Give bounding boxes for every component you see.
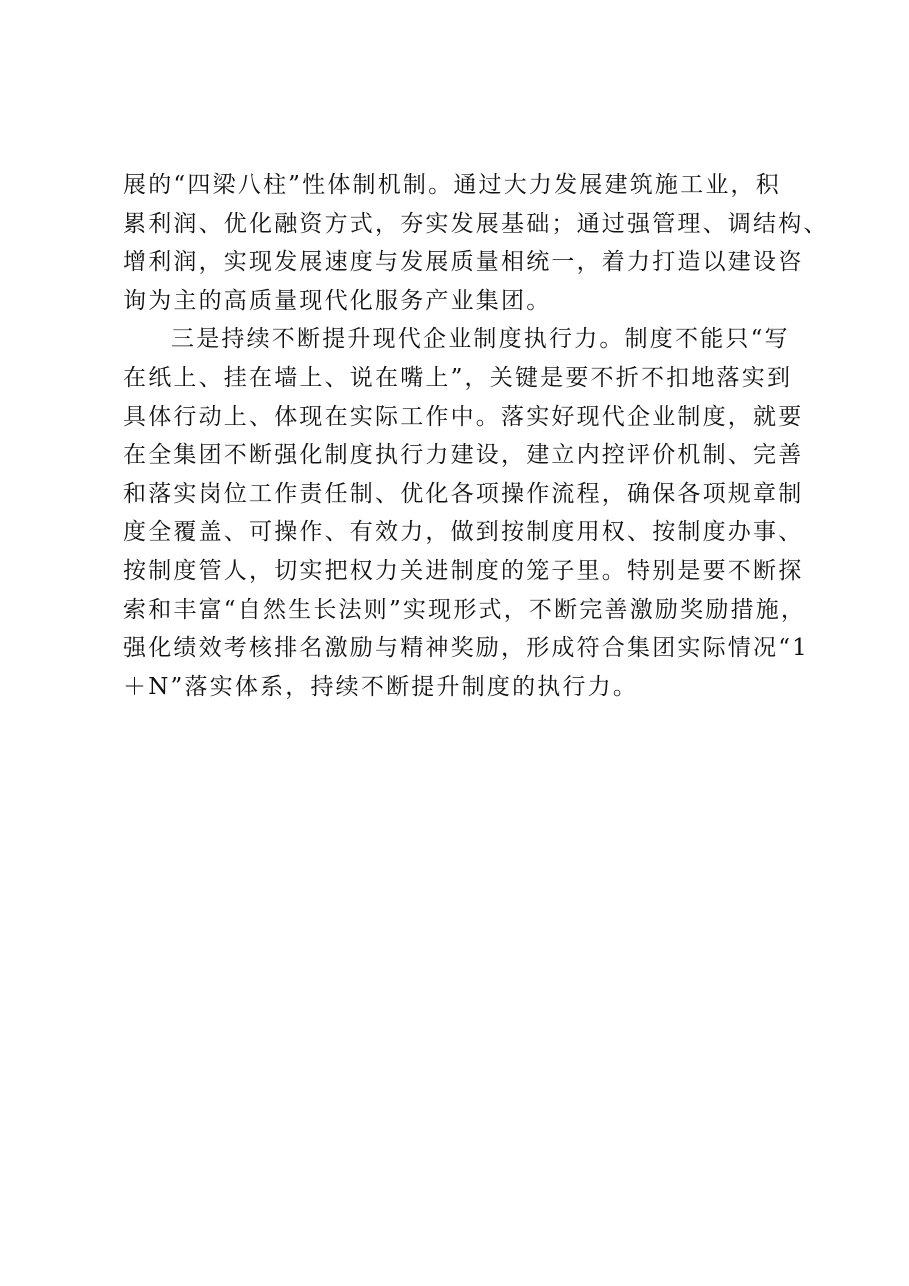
text-line: 展的“四梁八柱”性体制机制。通过大力发展建筑施工业，积: [123, 172, 781, 198]
text-line: ＋N”落实体系，持续不断提升制度的执行力。: [123, 673, 639, 700]
text-line: 在全集团不断强化制度执行力建设，建立内控评价机制、完善: [123, 442, 804, 469]
text-line: 按制度管人，切实把权力关进制度的笼子里。特别是要不断探: [123, 557, 804, 584]
text-line: 增利润，实现发展速度与发展质量相统一，着力打造以建设咨: [123, 249, 804, 276]
text-line: 在纸上、挂在墙上、说在嘴上”，关键是要不折不扣地落实到: [123, 364, 793, 391]
text-line: 具体行动上、体现在实际工作中。落实好现代企业制度，就要: [123, 403, 804, 430]
text-line: 累利润、优化融资方式，夯实发展基础；通过强管理、调结构、: [123, 210, 829, 237]
text-line: 度全覆盖、可操作、有效力，做到按制度用权、按制度办事、: [123, 519, 804, 546]
text-line-indented: 三是持续不断提升现代企业制度执行力。制度不能只“写: [171, 326, 790, 353]
paragraph-continuation: [123, 166, 829, 320]
document-body: [123, 166, 829, 706]
text-line: 强化绩效考核排名激励与精神奖励，形成符合集团实际情况“1: [123, 635, 809, 662]
text-line: 和落实岗位工作责任制、优化各项操作流程，确保各项规章制: [123, 480, 804, 507]
paragraph-third-point: [123, 320, 809, 706]
text-line: 索和丰富“自然生长法则”实现形式，不断完善激励奖励措施，: [123, 596, 807, 623]
text-line: 询为主的高质量现代化服务产业集团。: [123, 287, 552, 314]
